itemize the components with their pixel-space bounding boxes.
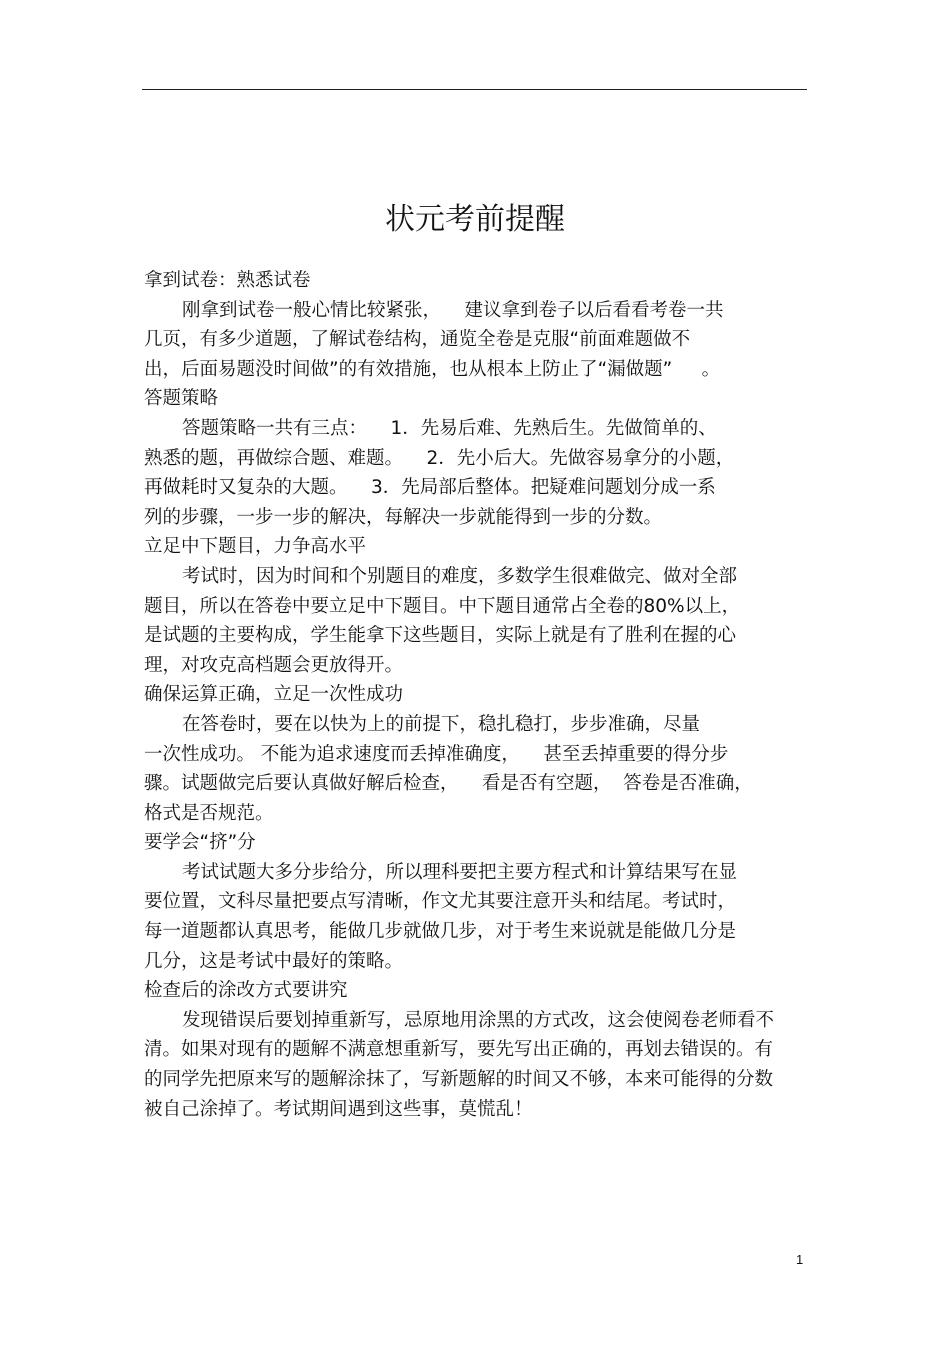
section-heading: 确保运算正确，立足一次性成功 (144, 684, 404, 706)
paragraph-line: 一次性成功。 不能为追求速度而丢掉准确度， 甚至丢掉重要的得分步 (144, 743, 729, 765)
paragraph-line: 是试题的主要构成，学生能拿下这些题目，实际上就是有了胜利在握的心 (144, 625, 737, 647)
section-heading: 拿到试卷：熟悉试卷 (144, 270, 311, 291)
paragraph-line: 被自己涂掉了。考试期间遇到这些事，莫慌乱！ (144, 1098, 533, 1120)
paragraph-line: 出，后面易题没时间做”的有效措施，也从根本上防止了“漏做题” 。 (144, 358, 721, 380)
paragraph-line: 答题策略一共有三点： 1．先易后难、先熟后生。先做简单的、 (182, 417, 717, 439)
paragraph-line: 几页，有多少道题，了解试卷结构，通览全卷是克服“前面难题做不 (144, 329, 691, 351)
header-rule (142, 89, 807, 90)
paragraph-line: 要位置，文科尽量把要点写清晰，作文尤其要注意开头和结尾。考试时， (144, 891, 737, 913)
paragraph-line: 的同学先把原来写的题解涂抹了，写新题解的时间又不够，本来可能得的分数 (144, 1069, 774, 1091)
section-heading: 立足中下题目，力争高水平 (144, 536, 367, 558)
section-heading: 答题策略 (144, 388, 219, 410)
paragraph-line: 发现错误后要划掉重新写，忌原地用涂黑的方式改，这会使阅卷老师看不 (182, 1009, 775, 1031)
paragraph-line: 列的步骤，一步一步的解决，每解决一步就能得到一步的分数。 (144, 506, 663, 528)
paragraph-line: 题目，所以在答卷中要立足中下题目。中下题目通常占全卷的80%以上， (144, 595, 741, 617)
paragraph-line: 每一道题都认真思考，能做几步就做几步，对于考生来说就是能做几分是 (144, 921, 737, 943)
paragraph-line: 刚拿到试卷一般心情比较紧张， 建议拿到卷子以后看看考卷一共 (182, 299, 724, 321)
paragraph-line: 骤。试题做完后要认真做好解后检查， 看是否有空题， 答卷是否准确， (144, 773, 753, 795)
section-heading: 要学会“挤”分 (144, 832, 256, 854)
page-number: 1 (796, 1252, 804, 1267)
paragraph-line: 考试时，因为时间和个别题目的难度，多数学生很难做完、做对全部 (182, 565, 738, 587)
paragraph-line: 理，对攻克高档题会更放得开。 (144, 654, 404, 676)
document-body (144, 266, 814, 1124)
section-heading: 检查后的涂改方式要讲究 (144, 980, 348, 1002)
document-title: 状元考前提醒 (385, 202, 565, 237)
paragraph-line: 熟悉的题，再做综合题、难题。 2．先小后大。先做容易拿分的小题， (144, 447, 735, 469)
paragraph-line: 考试试题大多分步给分，所以理科要把主要方程式和计算结果写在显 (182, 861, 738, 883)
paragraph-line: 清。如果对现有的题解不满意想重新写，要先写出正确的，再划去错误的。有 (144, 1039, 774, 1061)
paragraph-line: 再做耗时又复杂的大题。 3．先局部后整体。把疑难问题划分成一系 (144, 477, 716, 499)
paragraph-line: 在答卷时，要在以快为上的前提下，稳扎稳打，步步准确，尽量 (182, 713, 701, 735)
paragraph-line: 几分，这是考试中最好的策略。 (144, 950, 404, 972)
paragraph-line: 格式是否规范。 (144, 802, 274, 824)
